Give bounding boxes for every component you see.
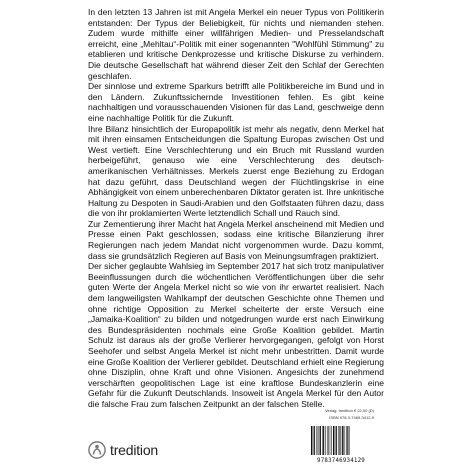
isbn-label: ISBN 978-3-7469-3412-9: [329, 415, 374, 420]
barcode-bar: [311, 426, 312, 455]
blurb-paragraph-4: Zur Zementierung ihrer Macht hat Angela Merkel anscheinend mit Medien und Presse einen Pakt geschlossen, sodass eine kritische Bilanzierung ihrer Regierungen nach jedem Mandat nicht vorgenommen wurde. Dazu kommt, dass sie grundsätzlich Regieren auf Basis von Meinungsumfragen praktiziert.: [88, 218, 384, 261]
blurb-paragraph-2: Der sinnlose und extreme Sparkurs betrifft alle Politikbereiche im Bund und in den Ländern. Zukunftssichernde Investitionen fehlen. Es gibt keine nachhaltigen und vorausschauenden Visionen für das Land, geschweige denn eine nachhaltige Politik für die Zukunft.: [88, 81, 384, 123]
barcode-bar: [338, 426, 339, 455]
imprint-block: [292, 407, 374, 421]
barcode-bar: [319, 426, 320, 455]
tredition-logo-icon: [88, 441, 106, 459]
barcode-number: 9783746934129: [317, 458, 365, 464]
barcode-bar: [316, 426, 317, 455]
barcode-bar: [313, 426, 314, 455]
barcode-bar: [347, 426, 348, 455]
isbn-barcode: [308, 425, 374, 464]
barcode-bar: [336, 426, 337, 455]
barcode-bar: [339, 426, 340, 455]
barcode-bar: [340, 426, 341, 455]
publisher-name: tredition: [110, 442, 159, 458]
barcode-bar: [325, 426, 326, 455]
barcode-bar: [349, 426, 350, 455]
barcode-bar: [320, 426, 321, 455]
price-label: € 22,00 (D): [353, 408, 374, 413]
barcode-bar: [333, 426, 334, 455]
blurb-paragraph-3: Ihre Bilanz hinsichtlich der Europapolitik ist mehr als negativ, denn Merkel hat mit ihren einsamen Entscheidungen die Spaltung Europas zwischen Ost und West vertieft. Eine Verschlechterung und ein Bruch mit Russland wurden herbeigeführt, genauso wie eine Verschlechterung des deutsch-amerikanischen Verhältnisses. Merkels zuerst enge Beziehung zu Erdogan hat dazu geführt, dass Deutschland wegen der Flüchtlingskrise in eine Abhängigkeit von einem unberechenbaren Diktator geraten ist. Ihre unkritische Haltung zu Despoten in Saudi-Arabien und den Golfstaaten führen dazu, dass die von ihr proklamierten Werte letztendlich Schall und Rauch sind.: [88, 123, 384, 219]
barcode-bar: [322, 426, 323, 455]
barcode-bar: [345, 426, 346, 455]
barcode-bar: [314, 426, 315, 455]
barcode-bars: [308, 425, 374, 456]
publisher-imprint: Verlag: tredition: [325, 408, 353, 413]
barcode-bar: [330, 426, 331, 455]
barcode-bar: [346, 426, 347, 455]
blurb-paragraph-5: Der sicher geglaubte Wahlsieg im September 2017 hat sich trotz manipulativer Beeinflussungen durch die wöchentlichen Veröffentlichungen über die sehr guten Werte der Angela Merkel nicht so wie von ihr erwartet realisiert. Nach dem langweiligsten Wahlkampf der deutschen Geschichte ohne Themen und ohne richtige Opposition zu Merkel scheiterte der erste Versuch eine „Jamaika-Koalition“ zu bilden und notgedrungen wurde erst nach Einwirkung des Bundespräsidenten nochmals eine Große Koalition gebildet. Martin Schulz ist daraus als der große Verlierer hervorgegangen, gefolgt von Horst Seehofer und selbst Angela Merkel ist nicht mehr unbestritten. Damit wurde eine Große Koalition der Verlierer gebildet. Deutschland erhielt eine Regierung ohne Disziplin, ohne Kraft und ohne Visionen. Angesichts der zunehmend verschärften geopolitischen Lage ist eine kraftlose Bundeskanzlerin eine Gefahr für die Zukunft Deutschlands. Insoweit ist Angela Merkel für den Autor die falsche Frau zum falschen Zeitpunkt an der falschen Stelle.: [88, 261, 384, 409]
barcode-bar: [331, 426, 332, 455]
barcode-bar: [342, 426, 343, 455]
publisher-logo: [88, 439, 158, 461]
barcode-bar: [327, 426, 328, 455]
blurb-text: [88, 7, 384, 410]
barcode-bar: [323, 426, 324, 455]
barcode-bar: [328, 426, 329, 455]
blurb-paragraph-1: In den letzten 13 Jahren ist mit Angela Merkel ein neuer Typus von Politikerin entstanden: Der Typus der Beliebigkeit, für nichts und niemanden stehen. Zudem wurde mithilfe einer willfährigen Medien- und Presselandschaft erreicht, eine „Mehltau“-Politik mit einer sogenannten "Wohlfühl Stimmung" zu etablieren und kritische Denkprozesse und kritische Diskurse zu verhindern. Die deutsche Gesellschaft hat während dieser Zeit den Schlaf der Gerechten geschlafen.: [88, 7, 384, 81]
barcode-bar: [343, 426, 344, 455]
barcode-bar: [335, 426, 336, 455]
barcode-bar: [318, 426, 319, 455]
